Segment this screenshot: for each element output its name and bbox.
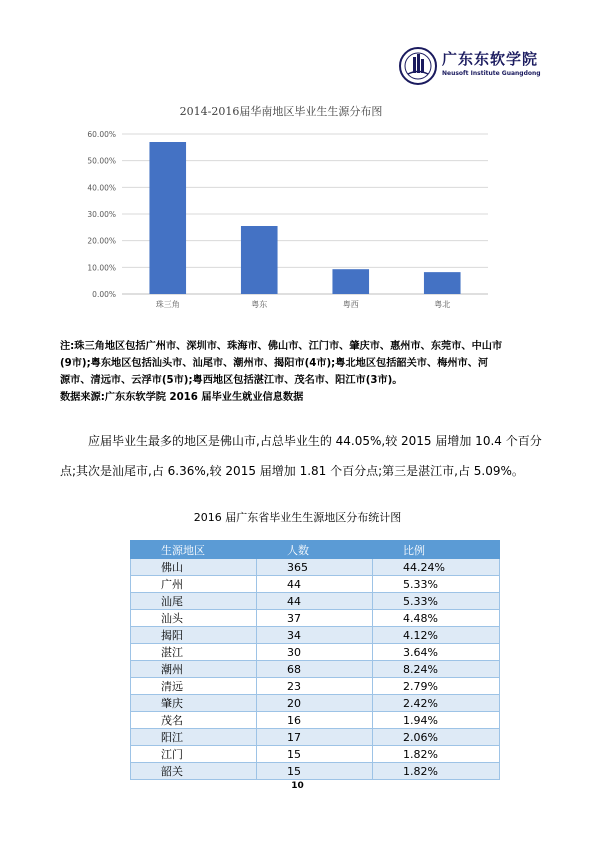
count-cell: 365	[257, 559, 373, 576]
ratio-cell: 8.24%	[373, 661, 500, 678]
table-row	[131, 644, 500, 661]
source-region-table	[130, 540, 500, 780]
ratio-cell: 5.33%	[373, 593, 500, 610]
y-tick-label: 10.00%	[87, 263, 116, 273]
count-cell: 20	[257, 695, 373, 712]
bar	[424, 272, 461, 294]
table-row	[131, 729, 500, 746]
region-cell: 汕尾	[131, 593, 257, 610]
table-body	[131, 559, 500, 780]
x-category-label: 粤西	[342, 300, 359, 309]
region-cell: 江门	[131, 746, 257, 763]
region-cell: 广州	[131, 576, 257, 593]
school-logo	[398, 45, 548, 87]
region-cell: 阳江	[131, 729, 257, 746]
table-row	[131, 746, 500, 763]
count-cell: 16	[257, 712, 373, 729]
y-tick-label: 0.00%	[92, 290, 116, 299]
table-row	[131, 678, 500, 695]
body-paragraph-line: 点;其次是汕尾市,占 6.36%,较 2015 届增加 1.81 个百分点;第三是湛江市,占 5.09%。	[60, 464, 524, 478]
region-cell: 汕头	[131, 610, 257, 627]
note-line: (9市);粤东地区包括汕头市、汕尾市、潮州市、揭阳市(4市);粤北地区包括韶关市、梅州市、河	[60, 358, 489, 369]
ratio-cell: 1.82%	[373, 763, 500, 780]
count-cell: 23	[257, 678, 373, 695]
chart-title: 2014-2016届华南地区毕业生生源分布图	[179, 105, 383, 118]
logo-english-name: Neusoft Institute Guangdong	[442, 70, 541, 77]
ratio-cell: 3.64%	[373, 644, 500, 661]
table-row	[131, 627, 500, 644]
region-cell: 肇庆	[131, 695, 257, 712]
note-line: 源市、清远市、云浮市(5市);粤西地区包括湛江市、茂名市、阳江市(3市)。	[60, 375, 403, 386]
column-header: 比例	[373, 541, 500, 559]
table-row	[131, 593, 500, 610]
count-cell: 44	[257, 593, 373, 610]
chart-notes	[60, 338, 540, 406]
bar	[332, 269, 369, 294]
region-cell: 揭阳	[131, 627, 257, 644]
ratio-cell: 2.42%	[373, 695, 500, 712]
x-category-label: 粤东	[251, 300, 268, 309]
x-category-label: 粤北	[434, 300, 451, 309]
table-row	[131, 712, 500, 729]
region-cell: 潮州	[131, 661, 257, 678]
region-cell: 韶关	[131, 763, 257, 780]
table-row	[131, 610, 500, 627]
ratio-cell: 2.06%	[373, 729, 500, 746]
note-line: 注:珠三角地区包括广州市、深圳市、珠海市、佛山市、江门市、肇庆市、惠州市、东莞市、中山市	[60, 341, 503, 352]
y-tick-label: 40.00%	[87, 183, 116, 193]
bar	[241, 226, 278, 294]
bar	[149, 142, 186, 294]
column-header: 生源地区	[131, 541, 257, 559]
count-cell: 37	[257, 610, 373, 627]
region-cell: 佛山	[131, 559, 257, 576]
count-cell: 44	[257, 576, 373, 593]
region-cell: 湛江	[131, 644, 257, 661]
table-title: 2016 届广东省毕业生生源地区分布统计图	[193, 511, 402, 524]
count-cell: 15	[257, 763, 373, 780]
logo-chinese-name: 广东东软学院	[442, 50, 539, 68]
bar-chart	[62, 96, 500, 324]
ratio-cell: 4.12%	[373, 627, 500, 644]
ratio-cell: 44.24%	[373, 559, 500, 576]
region-cell: 茂名	[131, 712, 257, 729]
y-tick-label: 60.00%	[87, 130, 116, 139]
y-tick-label: 30.00%	[87, 210, 116, 219]
count-cell: 30	[257, 644, 373, 661]
table-row	[131, 559, 500, 576]
column-header: 人数	[257, 541, 373, 559]
table-row	[131, 576, 500, 593]
table-row	[131, 695, 500, 712]
count-cell: 15	[257, 746, 373, 763]
ratio-cell: 2.79%	[373, 678, 500, 695]
table-row	[131, 763, 500, 780]
y-tick-label: 20.00%	[87, 236, 116, 246]
ratio-cell: 5.33%	[373, 576, 500, 593]
ratio-cell: 1.94%	[373, 712, 500, 729]
y-tick-label: 50.00%	[87, 156, 116, 166]
bar-chart-svg	[62, 96, 500, 324]
ratio-cell: 4.48%	[373, 610, 500, 627]
table-header-row	[131, 541, 500, 559]
ratio-cell: 1.82%	[373, 746, 500, 763]
count-cell: 17	[257, 729, 373, 746]
data-source: 数据来源:广东东软学院 2016 届毕业生就业信息数据	[60, 392, 304, 403]
count-cell: 34	[257, 627, 373, 644]
page-number: 10	[291, 781, 304, 791]
table-row	[131, 661, 500, 678]
emblem-icon	[398, 45, 438, 87]
x-category-label: 珠三角	[155, 300, 180, 309]
region-cell: 清远	[131, 678, 257, 695]
count-cell: 68	[257, 661, 373, 678]
body-paragraph-line: 应届毕业生最多的地区是佛山市,占总毕业生的 44.05%,较 2015 届增加 10.4 个百分	[88, 434, 542, 448]
